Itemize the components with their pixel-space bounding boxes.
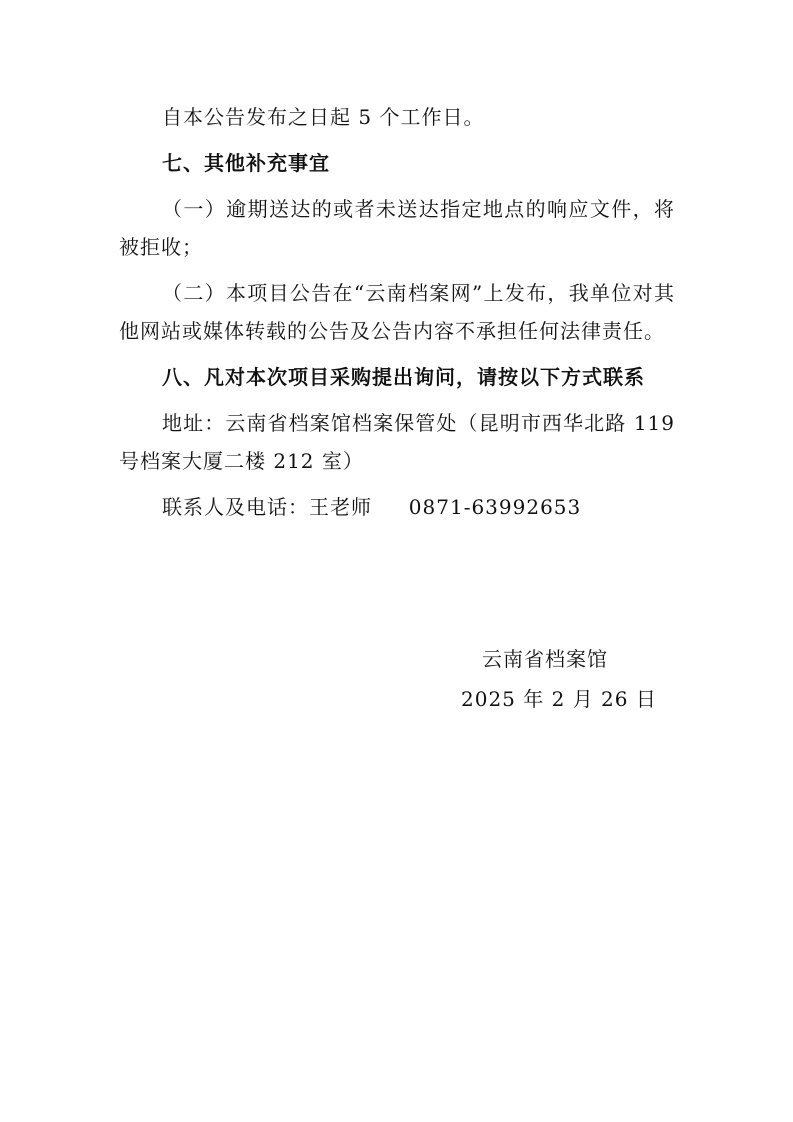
signature-date: 2025 年 2 月 26 日 bbox=[461, 687, 657, 711]
document-body bbox=[119, 98, 675, 534]
paragraph-deadline: 自本公告发布之日起 5 个工作日。 bbox=[162, 105, 485, 129]
contact-phone: 0871-63992653 bbox=[408, 495, 582, 519]
section-7-item-2: （二）本项目公告在“云南档案网”上发布，我单位对其他网站或媒体转载的公告及公告内容不承担任何法律责任。 bbox=[119, 281, 675, 343]
section-8-heading: 八、凡对本次项目采购提出询问，请按以下方式联系 bbox=[162, 365, 645, 389]
section-7-item-1: （一）逾期送达的或者未送达指定地点的响应文件，将被拒收； bbox=[119, 197, 675, 259]
signature-organization: 云南省档案馆 bbox=[482, 647, 608, 671]
contact-label: 联系人及电话： bbox=[162, 495, 309, 519]
contact-spacer bbox=[372, 495, 409, 519]
contact-person-line bbox=[119, 488, 675, 526]
contact-address: 地址：云南省档案馆档案保管处（昆明市西华北路 119 号档案大厦二楼 212 室） bbox=[119, 411, 675, 473]
section-7-heading: 七、其他补充事宜 bbox=[162, 151, 330, 175]
contact-name: 王老师 bbox=[309, 495, 372, 519]
